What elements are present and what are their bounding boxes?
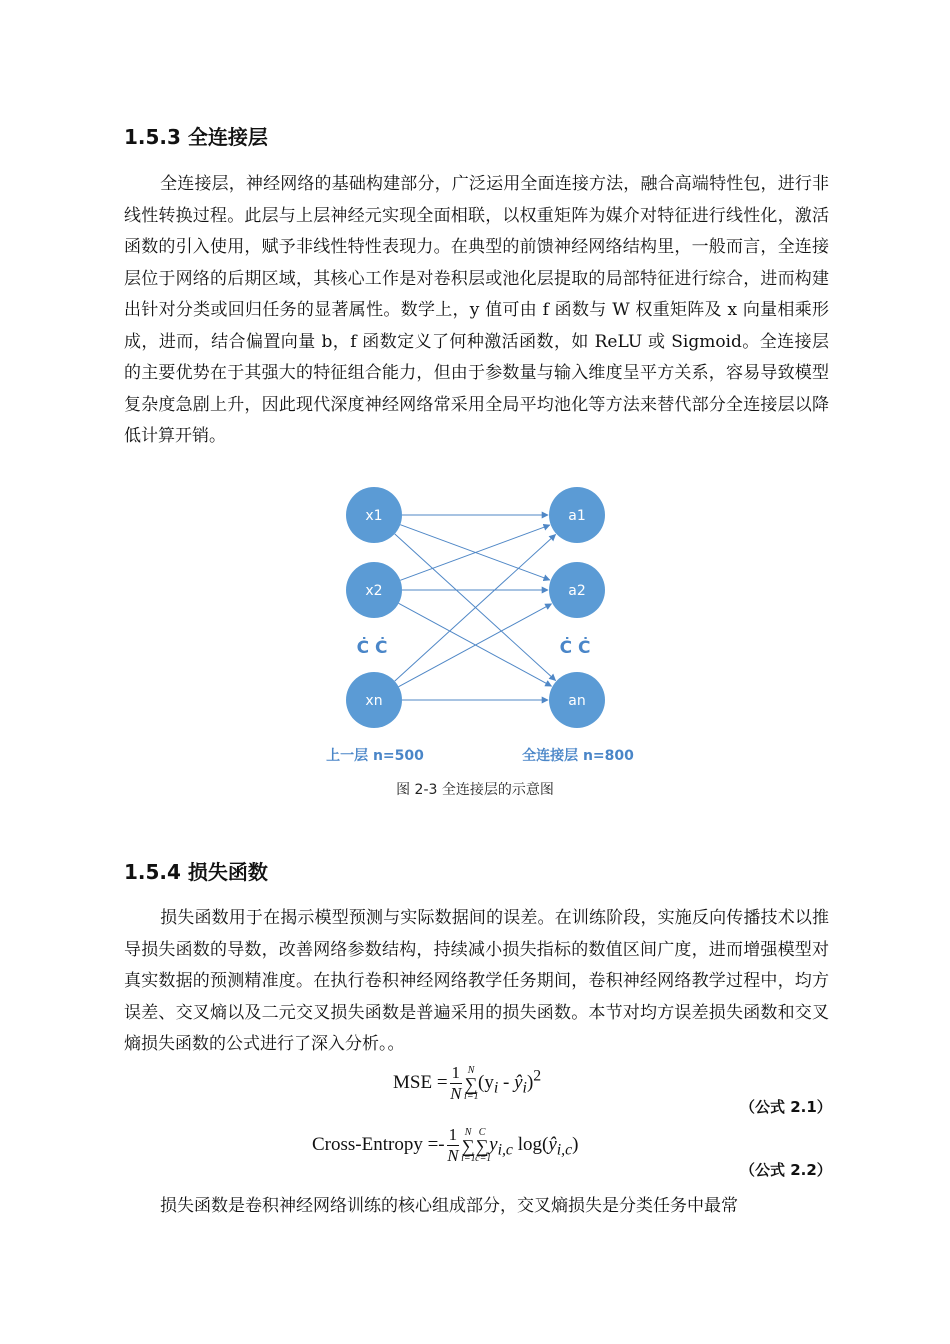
sigma-icon: ∑	[475, 1135, 489, 1156]
input-node-label-x2: x2	[365, 583, 383, 599]
formula-label-2-2: （公式 2.2）	[740, 1161, 832, 1179]
mse-fraction	[450, 1063, 463, 1104]
mse-minus: -	[498, 1071, 515, 1093]
ce-close: )	[572, 1133, 579, 1155]
mse-yhat: ŷ	[514, 1071, 523, 1093]
formula-cross-entropy	[312, 1125, 578, 1166]
section-1-5-4-paragraph-2	[124, 1191, 829, 1223]
ce-denominator: N	[447, 1146, 459, 1165]
section-1-5-3-paragraph	[124, 169, 829, 453]
section-1-5-4-text-2: 损失函数是卷积神经网络训练的核心组成部分，交叉熵损失是分类任务中最常	[160, 1196, 738, 1216]
mse-body: (y	[478, 1071, 494, 1093]
ce-sum2-bottom: c=1	[475, 1152, 492, 1164]
input-node-label-xn: xn	[365, 693, 383, 709]
mse-close: )	[526, 1071, 534, 1093]
ce-ysub: i,c	[497, 1141, 513, 1159]
mse-sub2: i	[522, 1079, 527, 1097]
ce-fraction	[447, 1125, 460, 1166]
sigma-icon: ∑	[464, 1073, 478, 1094]
mse-sum-top: N	[467, 1064, 475, 1076]
section-heading-1-5-3: 1.5.3 全连接层	[124, 125, 268, 149]
ce-sum1-top: N	[464, 1126, 472, 1138]
ce-y: y	[489, 1133, 498, 1155]
figure-caption: 图 2-3 全连接层的示意图	[396, 782, 554, 798]
formula-label-2-1: （公式 2.1）	[740, 1098, 832, 1116]
ce-log: log(	[512, 1133, 549, 1155]
ce-sum1-bottom: i=1	[461, 1152, 476, 1164]
mse-denominator: N	[450, 1084, 462, 1103]
output-layer-label: 全连接层 n=800	[522, 748, 634, 764]
ce-summation-i	[461, 1128, 475, 1164]
output-node-label-an: an	[568, 693, 586, 709]
output-node-label-a1: a1	[568, 508, 586, 524]
ce-yhatsub: i,c	[556, 1141, 573, 1159]
section-heading-1-5-4: 1.5.4 损失函数	[124, 860, 268, 884]
ce-yhat: ŷ	[548, 1133, 557, 1155]
section-1-5-3-text: 全连接层，神经网络的基础构建部分，广泛运用全面连接方法，融合高端特性包，进行非线性转换过程。此层与上层神经元实现全面相联，以权重矩阵为媒介对特征进行线性化，激活函数的引入使用，赋予非线性特性表现力。在典型的前馈神经网络结构里，一般而言，全连接层位于网络的后期区域，其核心工作是对卷积层或池化层提取的局部特征进行综合，进而构建出针对分类或回归任务的显著属性。数学上，y 值可由 f 函数与 W 权重矩阵及 x 向量相乘形成，进而，结合偏置向量 b，f 函数定义了何种激活函数，如 ReLU 或 Sigmoid。全连接层的主要优势在于其强大的特征组合能力，但由于参数量与输入维度呈平方关系，容易导致模型复杂度急剧上升，因此现代深度神经网络常采用全局平均池化等方法来替代部分全连接层以降低计算开销。	[124, 174, 829, 446]
mse-sub1: i	[493, 1079, 499, 1097]
connection-edges	[395, 515, 556, 700]
fully-connected-diagram	[320, 480, 640, 770]
mse-lhs: MSE =	[393, 1071, 448, 1093]
ce-sum2-top: C	[478, 1126, 486, 1138]
ce-lhs: Cross-Entropy =-	[312, 1133, 445, 1155]
ce-summation-c	[475, 1126, 492, 1164]
section-1-5-4-text: 损失函数用于在揭示模型预测与实际数据间的误差。在训练阶段，实施反向传播技术以推导损失函数的导数，改善网络参数结构，持续减小损失指标的数值区间广度，进而增强模型对真实数据的预测精准度。在执行卷积神经网络教学任务期间，卷积神经网络教学过程中，均方误差、交叉熵以及二元交叉损失函数是普遍采用的损失函数。本节对均方误差损失函数和交叉熵损失函数的公式进行了深入分析。。	[124, 908, 829, 1054]
mse-summation	[464, 1066, 478, 1102]
formula-mse	[393, 1063, 541, 1104]
ce-numerator: 1	[448, 1125, 458, 1144]
output-node-label-a2: a2	[568, 583, 586, 599]
ellipsis-left: Ċ Ċ	[356, 638, 388, 658]
input-layer-label: 上一层 n=500	[326, 748, 424, 764]
mse-sum-bottom: i=1	[464, 1090, 479, 1102]
input-node-label-x1: x1	[365, 508, 383, 524]
ellipsis-right: Ċ Ċ	[559, 638, 591, 658]
mse-power: 2	[533, 1067, 542, 1085]
section-1-5-4-paragraph	[124, 903, 829, 1061]
mse-numerator: 1	[451, 1063, 461, 1082]
sigma-icon: ∑	[461, 1135, 475, 1156]
